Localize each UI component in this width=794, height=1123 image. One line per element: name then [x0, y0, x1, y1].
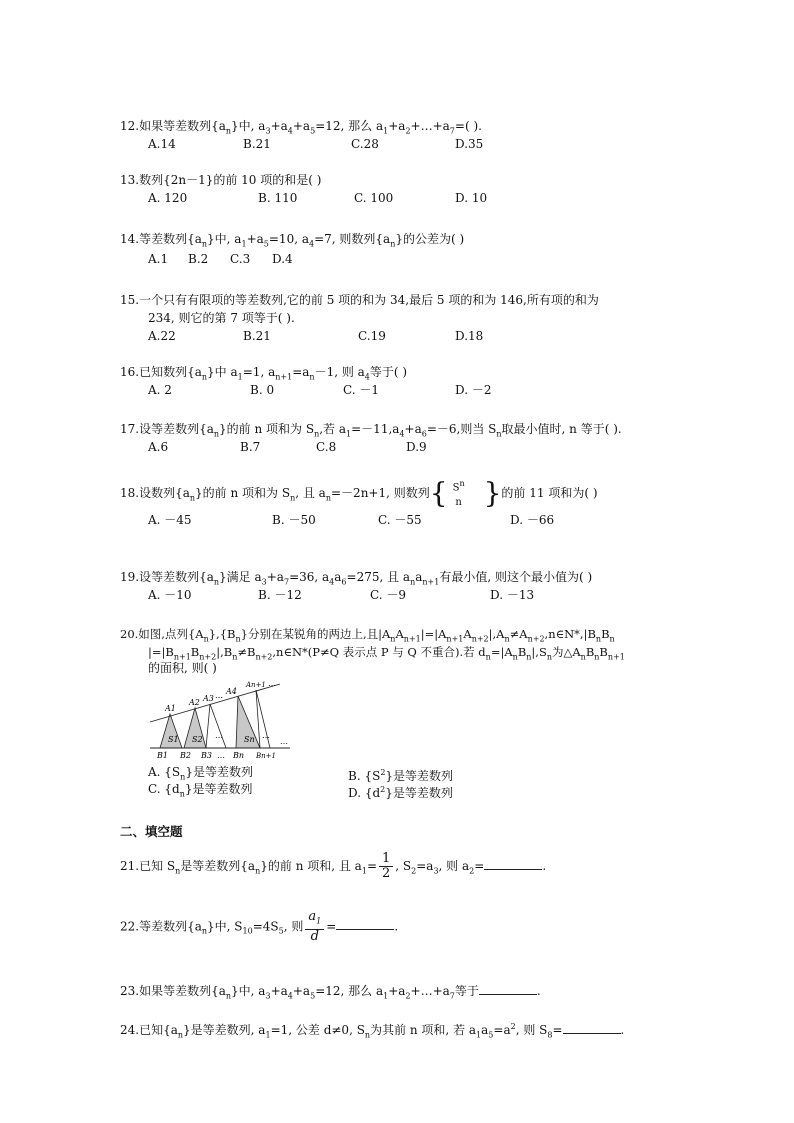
- label-dots-top-1: …: [215, 691, 223, 700]
- question-20-line3: 的面积, 则( ): [148, 661, 217, 675]
- geometry-figure: [148, 678, 298, 764]
- option-c[interactable]: C.8: [316, 440, 337, 454]
- option-a[interactable]: A.22: [148, 329, 176, 343]
- label-b1: B1: [157, 751, 168, 760]
- question-21: 21.已知 $S_n$是等差数列$\{a_n\}$的前 n 项和, 且 $a_1=$ $\frac{1}{2}$ , $S_2=a_3$, 则 $a_2=$ .: [120, 851, 547, 881]
- question-20-line1: 20.如图,点列$\{A_n\},\{B_n\}$分别在某锐角的两边上,且$|A_nA_{n+1}|=|A_{n+1}A_{n+2}|,A_n\ne A_{n+2},n\in N*,|B_nB_n$: [120, 627, 615, 644]
- label-a1: A1: [165, 704, 176, 713]
- option-c[interactable]: C. 100: [354, 191, 394, 205]
- question-22: 22.等差数列$\{a_n\}$中, $S_{10}=4S_5$, 则 $\frac{a_1}{d}$ = .: [120, 909, 399, 944]
- left-brace: {: [429, 476, 448, 510]
- option-b[interactable]: B.2: [188, 252, 209, 266]
- option-d[interactable]: D.4: [272, 252, 293, 266]
- option-d[interactable]: D. －2: [455, 383, 492, 397]
- question-17: 17.设等差数列$\{a_n\}$的前 n 项和为 $S_n$,若 $a_1=-11,a_4+a_6=-6$,则当 $S_n$取最小值时, n 等于( ).: [120, 422, 622, 439]
- option-a[interactable]: A.14: [148, 137, 176, 151]
- option-c[interactable]: C. －55: [378, 513, 422, 527]
- option-a[interactable]: A. 120: [148, 191, 188, 205]
- label-b2: B2: [180, 751, 191, 760]
- answer-blank[interactable]: [563, 1022, 621, 1034]
- label-sn: Sn: [244, 735, 255, 744]
- answer-blank[interactable]: [336, 918, 394, 930]
- option-a[interactable]: A.6: [148, 440, 169, 454]
- option-c[interactable]: C. $\{d_n\}$是等差数列: [148, 782, 253, 799]
- question-18: 18.设数列$\{a_n\}$的前 n 项和为 $S_n$, 且 $a_n=-2n+1$, 则数列{ $\frac{S^n}{n}$ }的前 11 项和为( ): [120, 476, 598, 510]
- option-b[interactable]: B.21: [243, 329, 271, 343]
- label-s2: S2: [192, 735, 203, 744]
- option-a[interactable]: A. 2: [148, 383, 172, 397]
- triangle-3: [206, 704, 226, 748]
- upper-ray: [150, 684, 280, 722]
- option-d[interactable]: D.18: [455, 329, 484, 343]
- option-c[interactable]: C.3: [230, 252, 251, 266]
- option-a[interactable]: A. －10: [148, 588, 192, 602]
- option-b[interactable]: B. －50: [272, 513, 316, 527]
- option-d[interactable]: D. $\{d^2\}$是等差数列: [348, 785, 453, 800]
- option-c[interactable]: C. －1: [343, 383, 380, 397]
- option-c[interactable]: C.28: [351, 137, 379, 151]
- question-13: 13.数列{2n－1}的前 10 项的和是( ): [120, 173, 322, 187]
- question-24: 24.已知$\{a_n\}$是等差数列, $a_1=1$, 公差 d≠0, $S_n$为其前 n 项和, 若 $a_1a_5=a^2$, 则 $S_8=$ .: [120, 1022, 625, 1040]
- answer-blank[interactable]: [479, 983, 537, 995]
- option-c[interactable]: C.19: [358, 329, 386, 343]
- option-b[interactable]: B. $\{S^2\}$是等差数列: [348, 768, 454, 783]
- label-dots-mid-2: …: [262, 731, 270, 740]
- label-b3: B3: [201, 751, 212, 760]
- question-16: 16.已知数列$\{a_n\}$中 $a_1=1$, $a_{n+1}=a_n-1$, 则 $a_4$等于( ): [120, 365, 408, 382]
- question-12: 12.如果等差数列$\{a_n\}$中, $a_3+a_4+a_5=12$, 那么 $a_1+a_2+\dots+a_7=$( ).: [120, 119, 482, 136]
- option-a[interactable]: A.1: [148, 252, 169, 266]
- question-19: 19.设等差数列$\{a_n\}$满足 $a_3+a_7=36$, $a_4a_6=275$, 且 $a_na_{n+1}$有最小值, 则这个最小值为( ): [120, 570, 593, 587]
- label-a2: A2: [189, 698, 200, 707]
- label-bn: Bn: [233, 751, 245, 760]
- label-dots-mid-1: …: [215, 731, 223, 740]
- option-d[interactable]: D.9: [406, 440, 427, 454]
- option-b[interactable]: B.7: [240, 440, 261, 454]
- acute-angle-figure: [148, 678, 298, 760]
- label-bn1: Bn+1: [256, 752, 276, 760]
- label-an1: An+1: [246, 681, 266, 689]
- fraction-a1-over-d: $\frac{a_1}{d}$: [305, 910, 324, 944]
- question-20-line2: $|=|B_{n+1}B_{n+2}|,B_n\ne B_{n+2},n\in N*(P\ne Q$ 表示点 P 与 Q 不重合).若 $d_n=|A_nB_n|,S_n$为$\triangle A_nB_nB_{n+1}$: [148, 645, 625, 662]
- right-brace: }: [483, 476, 502, 510]
- option-b[interactable]: B.21: [243, 137, 271, 151]
- question-15-line1: 15.一个只有有限项的等差数列,它的前 5 项的和为 34,最后 5 项的和为 146,所有项的和为: [120, 293, 599, 307]
- option-d[interactable]: D. －66: [510, 513, 555, 527]
- question-23: 23.如果等差数列$\{a_n\}$中, $a_3+a_4+a_5=12$, 那么 $a_1+a_2+\dots+a_7$等于 .: [120, 984, 541, 1001]
- label-s1: S1: [168, 735, 179, 744]
- label-dots-bottom-1: …: [217, 751, 225, 760]
- option-b[interactable]: B. 0: [250, 383, 275, 397]
- question-14: 14.等差数列$\{a_n\}$中, $a_1+a_5=10$, $a_4=7$, 则数列$\{a_n\}$的公差为( ): [120, 232, 465, 249]
- fraction-one-half: $\frac{1}{2}$: [379, 852, 393, 881]
- option-d[interactable]: D. 10: [455, 191, 488, 205]
- label-a3: A3: [203, 694, 214, 703]
- question-15-line2: 234, 则它的第 7 项等于( ).: [148, 311, 295, 325]
- label-an: A4: [226, 687, 237, 696]
- answer-blank[interactable]: [484, 858, 542, 870]
- fraction-sn-over-n: $\frac{S^n}{n}$: [450, 477, 468, 510]
- label-dots-bottom-2: …: [280, 737, 288, 746]
- option-a[interactable]: A. －45: [148, 513, 192, 527]
- option-d[interactable]: D. －13: [490, 588, 535, 602]
- option-c[interactable]: C. －9: [370, 588, 407, 602]
- section-title-fill-in: 二、填空题: [120, 824, 183, 839]
- label-dots-top-2: …: [268, 679, 276, 688]
- option-d[interactable]: D.35: [455, 137, 484, 151]
- option-b[interactable]: B. －12: [258, 588, 302, 602]
- option-b[interactable]: B. 110: [258, 191, 298, 205]
- option-a[interactable]: A. $\{S_n\}$是等差数列: [148, 765, 253, 782]
